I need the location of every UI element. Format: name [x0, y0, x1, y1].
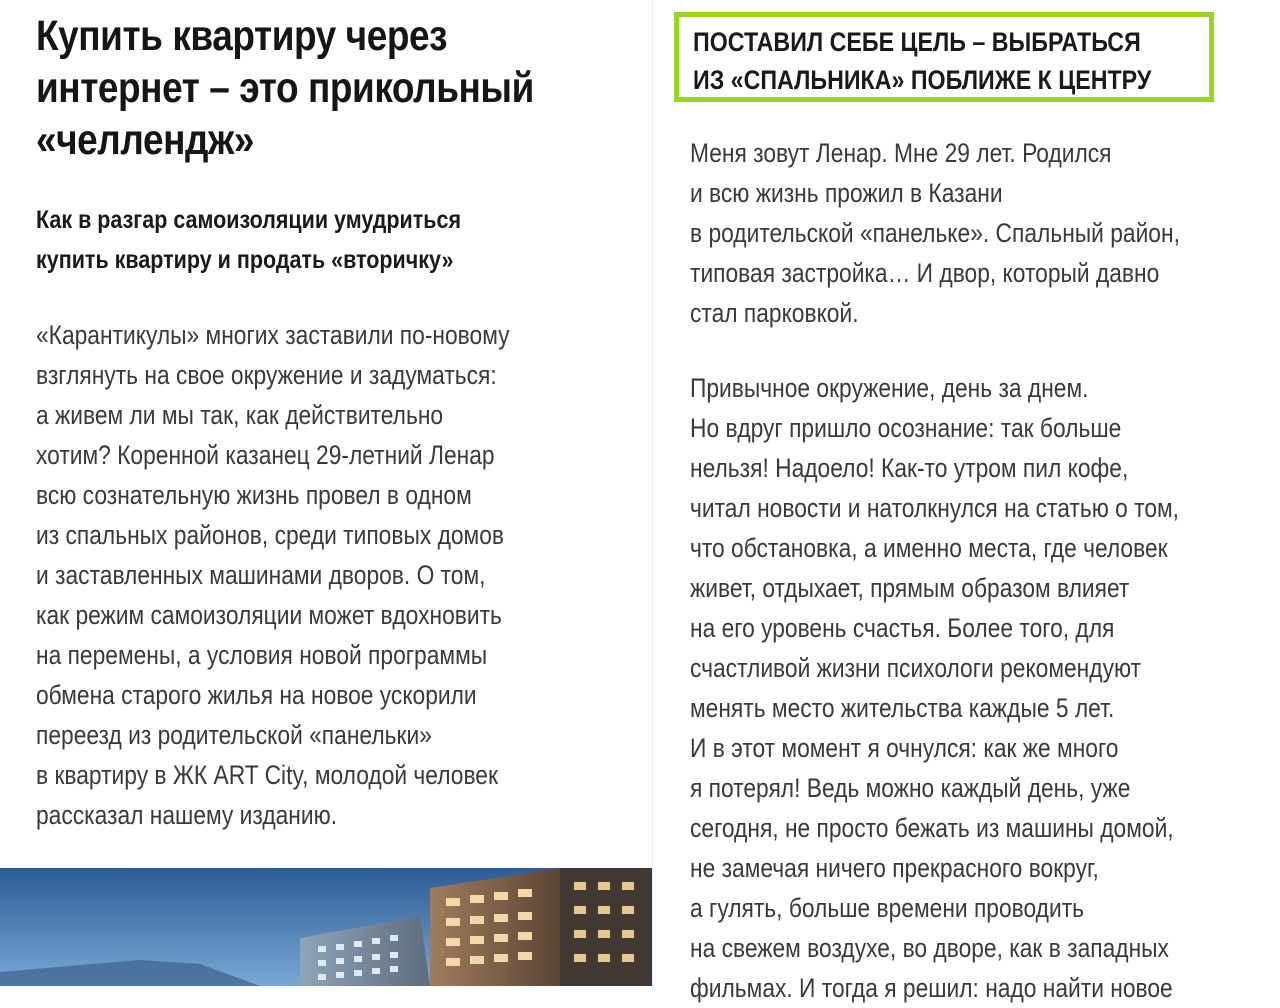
text-line: всю сознательную жизнь провел в одном	[36, 480, 472, 510]
text-line: Меня зовут Ленар. Мне 29 лет. Родился	[690, 138, 1112, 168]
section-heading	[693, 23, 1151, 99]
text-line: как режим самоизоляции может вдохновить	[36, 600, 502, 630]
text-line: на перемены, а условия новой программы	[36, 640, 488, 670]
section-heading-box	[674, 12, 1214, 102]
intro-paragraph	[36, 315, 510, 835]
text-line: в родительской «панельке». Спальный район,	[690, 218, 1180, 248]
text-line: переезд из родительской «панельки»	[36, 720, 432, 750]
title-line: интернет – это прикольный	[36, 64, 534, 112]
title-line: Купить квартиру через	[36, 12, 448, 60]
text-line: и всю жизнь прожил в Казани	[690, 178, 1003, 208]
text-line: стал парковкой.	[690, 298, 859, 328]
text-line: что обстановка, а именно места, где человек	[690, 533, 1168, 563]
heading-line: ИЗ «СПАЛЬНИКА» ПОБЛИЖЕ К ЦЕНТРУ	[693, 65, 1152, 95]
building-illustration	[0, 868, 652, 986]
text-line: фильмах. И тогда я решил: надо найти новое	[690, 973, 1173, 1003]
text-line: живет, отдыхает, прямым образом влияет	[690, 573, 1130, 603]
text-line: а живем ли мы так, как действительно	[36, 400, 444, 430]
text-line: не замечая ничего прекрасного вокруг,	[690, 853, 1099, 883]
text-line: и заставленных машинами дворов. О том,	[36, 560, 486, 590]
text-line: менять место жительства каждые 5 лет.	[690, 693, 1115, 723]
text-line: обмена старого жилья на новое ускорили	[36, 680, 477, 710]
text-line: счастливой жизни психологи рекомендуют	[690, 653, 1142, 683]
heading-line: ПОСТАВИЛ СЕБЕ ЦЕЛЬ – ВЫБРАТЬСЯ	[693, 27, 1141, 57]
text-line: хотим? Коренной казанец 29-летний Ленар	[36, 440, 495, 470]
article-lead	[36, 200, 461, 280]
left-column	[0, 0, 652, 986]
text-line: «Карантикулы» многих заставили по-новому	[36, 320, 510, 350]
article-title	[36, 10, 552, 166]
text-line: я потерял! Ведь можно каждый день, уже	[690, 773, 1131, 803]
lead-line: Как в разгар самоизоляции умудриться	[36, 206, 462, 234]
text-line: рассказал нашему изданию.	[36, 800, 338, 830]
apartment-building-photo	[0, 868, 652, 986]
text-line: на его уровень счастья. Более того, для	[690, 613, 1115, 643]
text-line: читал новости и натолкнулся на статью о том,	[690, 493, 1180, 523]
story-paragraph-2	[690, 368, 1179, 1008]
text-line: Но вдруг пришло осознание: так больше	[690, 413, 1122, 443]
text-line: на свежем воздухе, во дворе, как в западных	[690, 933, 1169, 963]
text-line: типовая застройка… И двор, который давно	[690, 258, 1160, 288]
story-paragraph-1	[690, 133, 1180, 333]
text-line: а гулять, больше времени проводить	[690, 893, 1085, 923]
title-line: «челлендж»	[36, 116, 254, 164]
text-line: сегодня, не просто бежать из машины домой,	[690, 813, 1174, 843]
text-line: в квартиру в ЖК ART City, молодой человек	[36, 760, 498, 790]
text-line: И в этот момент я очнулся: как же много	[690, 733, 1119, 763]
text-line: Привычное окружение, день за днем.	[690, 373, 1089, 403]
text-line: нельзя! Надоело! Как-то утром пил кофе,	[690, 453, 1129, 483]
text-line: из спальных районов, среди типовых домов	[36, 520, 505, 550]
lead-line: купить квартиру и продать «вторичку»	[36, 246, 454, 274]
text-line: взглянуть на свое окружение и задуматься:	[36, 360, 497, 390]
